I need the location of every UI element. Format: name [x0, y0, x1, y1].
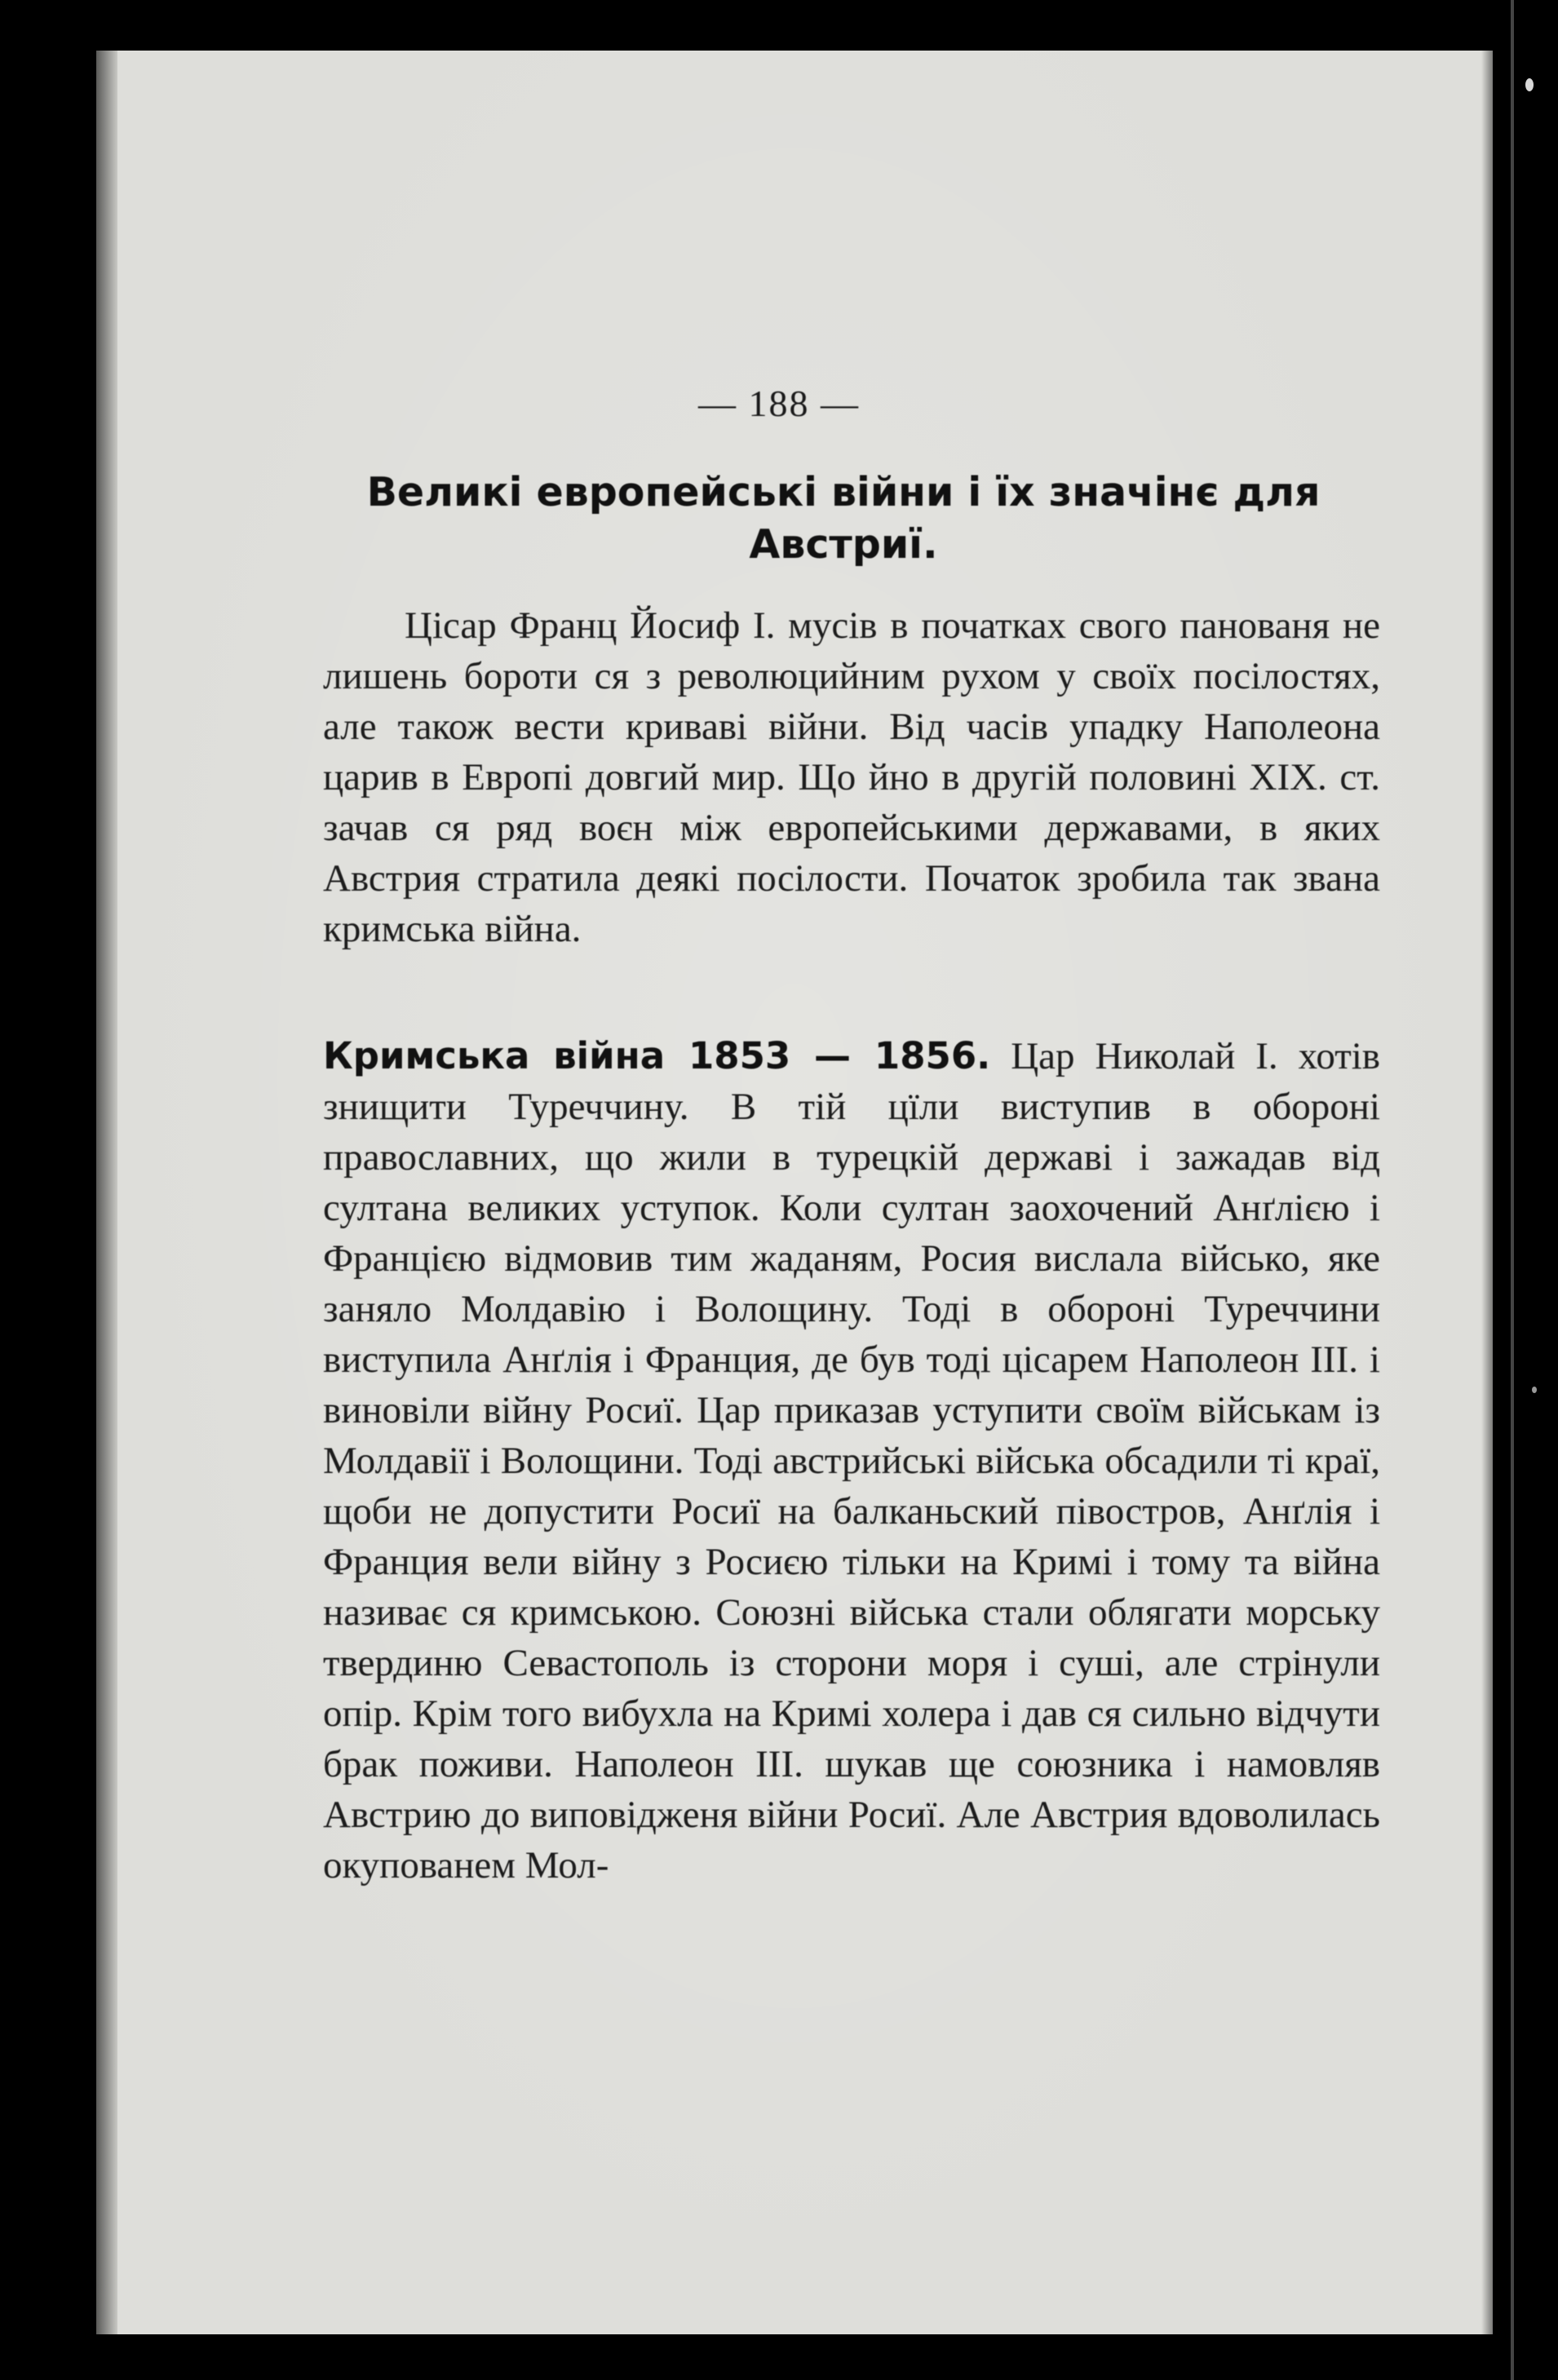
scan-speck	[1525, 78, 1534, 91]
paragraph-1: Цісар Франц Йосиф I. мусів в початках свого панованя не лишень бороти ся з революцийним рухом у своїх посілостях, але також вести криваві війни. Від часів упадку Наполеона царив в Европі довгий мир. Що йно в другій половині XIX. ст. зачав ся ряд воєн між европейськими державами, в яких Австрия стратила деякі посілости. Початок зробила так звана кримська війна.	[323, 604, 1380, 950]
chapter-title: Великі европейські війни і їх значінє для Австриї.	[366, 469, 1321, 568]
paragraph-2	[323, 1031, 1380, 1891]
paragraph-2-text: Цар Николай I. хотів знищити Туреччину. В тій цїли виступив в обороні православних, що жили в турецкій державі і зажадав від султана великих уступок. Коли султан заохочений Анґлією і Францією відмовив тим жаданям, Росия вислала військо, яке заняло Молдавію і Волощину. Тоді в обороні Туреччини виступила Анґлія і Франция, де був тоді цісарем Наполеон III. і виновіли війну Росиї. Цар приказав уступити своїм військам із Молдавії і Волощини. Тоді австрийські війська обсадили ті краї, щоби не допустити Росиї на балканьский півостров, Анґлія і Франция вели війну з Росиєю тільки на Кримі і тому та війна називає ся кримською. Союзні війська стали облягати морську твердиню Севастополь із сторони моря і суші, але стрінули опір. Крім того вибухла на Кримі холера і дав ся сильно відчути брак поживи. Наполеон III. шукав ще союзника і намовляв Австрию до виповідженя війни Росиї. Але Австрия вдоволилась окупованем Мол-	[323, 1035, 1381, 1887]
scan-speck	[1532, 1387, 1537, 1393]
page-number: — 188 —	[698, 383, 860, 424]
section-heading: Кримська війна 1853 — 1856.	[323, 1034, 991, 1077]
scan-frame-edge	[1511, 0, 1514, 2380]
